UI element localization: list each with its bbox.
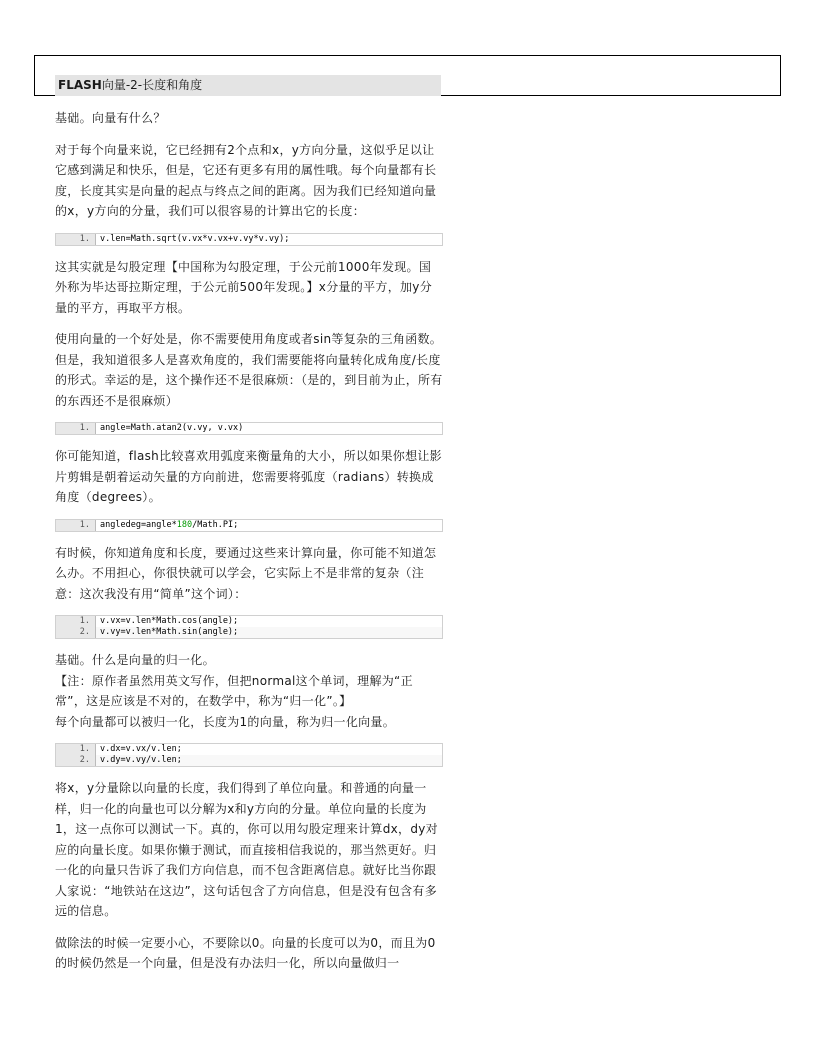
code-block: [55, 519, 443, 532]
code-block: [55, 422, 443, 435]
code-number-literal: 180: [176, 519, 193, 530]
code-segment: angledeg=angle*: [100, 519, 177, 530]
line-number: 2.: [56, 755, 96, 766]
title-rest: 向量-2-长度和角度: [101, 78, 203, 92]
paragraph: 使用向量的一个好处是，你不需要使用角度或者sin等复杂的三角函数。但是，我知道很多人是喜欢角度的，我们需要能将向量转化成角度/长度 的形式。幸运的是，这个操作还不是很麻烦：（是的，到目前为止，所有的东西还不是很麻烦）: [55, 332, 443, 408]
paragraph: 对于每个向量来说，它已经拥有2个点和x，y方向分量，这似乎足以让它感到满足和快乐，但是，它还有更多有用的属性哦。每个向量都有长度，长度其实是向量的起点与终点之间的距离。因为我们已经知道向量的x，y方向的分量，我们可以很容易的计算出它的长度：: [55, 142, 437, 218]
paragraph: 每个向量都可以被归一化，长度为1的向量，称为归一化向量。: [55, 714, 396, 729]
code-block: [55, 743, 443, 767]
title-prefix: FLASH: [58, 78, 102, 92]
article-title: [55, 75, 441, 96]
code-segment: /Math.PI;: [192, 519, 239, 530]
code-line: [56, 423, 442, 434]
paragraph: 【注：原作者虽然用英文写作，但把normal这个单词，理解为“正常”，这是应该是不对的，在数学中，称为“归一化”。】: [55, 673, 413, 708]
code-text: v.len=Math.sqrt(v.vx*v.vx+v.vy*v.vy);: [100, 233, 290, 244]
code-line: [56, 744, 442, 755]
code-text: v.dy=v.vy/v.len;: [100, 755, 182, 765]
paragraph: 做除法的时候一定要小心，不要除以0。向量的长度可以为0，而且为0的时候仍然是一个向量，但是没有办法归一化，所以向量做归一: [55, 935, 436, 970]
line-number: 1.: [56, 520, 96, 531]
code-text: v.vy=v.len*Math.sin(angle);: [100, 627, 239, 637]
paragraph: 这其实就是勾股定理【中国称为勾股定理，于公元前1000年发现。国外称为毕达哥拉斯定理，于公元前500年发现。】x分量的平方，加y分量的平方，再取平方根。: [55, 259, 433, 315]
code-block: [55, 615, 443, 639]
code-text: v.dx=v.vx/v.len;: [100, 744, 182, 754]
line-number: 1.: [56, 616, 96, 627]
code-text: angle=Math.atan2(v.vy, v.vx): [100, 423, 244, 433]
code-line: [56, 234, 442, 245]
code-line: [56, 627, 442, 638]
line-number: 1.: [56, 234, 96, 245]
paragraph: 你可能知道，flash比较喜欢用弧度来衡量角的大小，所以如果你想让影片剪辑是朝着运动矢量的方向前进，您需要将弧度（radians）转换成角度（degrees）。: [55, 449, 442, 504]
code-text: v.vx=v.len*Math.cos(angle);: [100, 616, 239, 626]
paragraph: 有时候，你知道角度和长度，要通过这些来计算向量，你可能不知道怎么办。不用担心，你很快就可以学会，它实际上不是非常的复杂（注意：这次我没有用“简单”这个词）：: [55, 545, 437, 601]
code-line: [56, 520, 442, 531]
line-number: 1.: [56, 423, 96, 434]
code-text: [96, 520, 238, 531]
paragraph: 将x，y分量除以向量的长度，我们得到了单位向量。和普通的向量一样，归一化的向量也可以分解为x和y方向的分量。单位向量的长度为1，这一点你可以测试一下。真的，你可以用勾股定理来计算dx，dy对应的向量长度。如果你懒于测试，而直接相信我说的，那当然更好。归一化的向量只告诉了我们方向信息，而不包含距离信息。就好比当你跟人家说：“地铁站在这边”，这句话包含了方向信息，但是没有包含有多远的信息。: [55, 781, 438, 918]
code-line: [56, 755, 442, 766]
line-number: 2.: [56, 627, 96, 638]
code-block: [55, 233, 443, 246]
paragraph: 基础。什么是向量的归一化。: [55, 653, 215, 667]
line-number: 1.: [56, 744, 96, 755]
code-line: [56, 616, 442, 627]
article-body: [55, 108, 443, 974]
paragraph: 基础。向量有什么？: [55, 111, 166, 125]
